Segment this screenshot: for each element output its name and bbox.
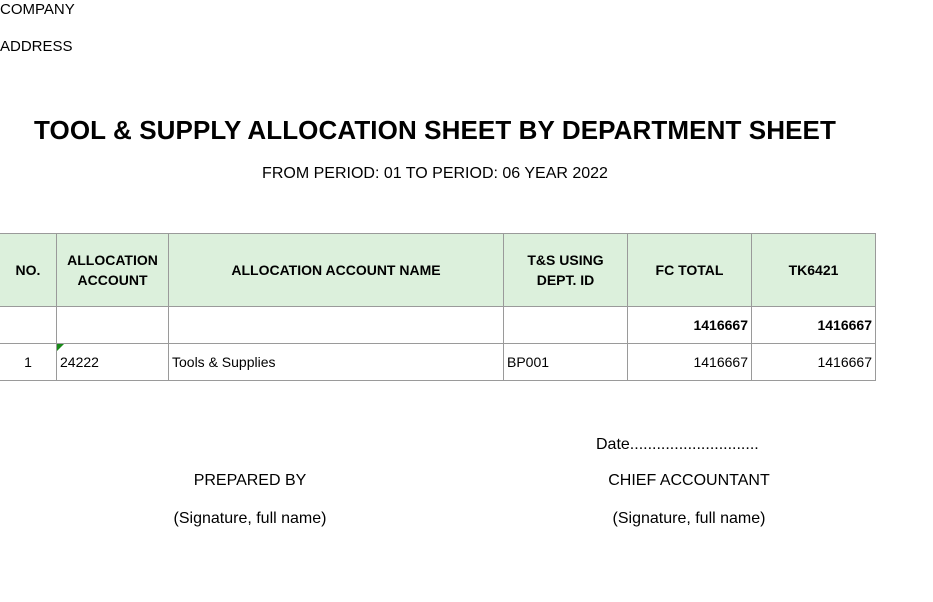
row-dept-cell[interactable]: BP001: [504, 344, 628, 381]
totals-dept-cell[interactable]: [504, 307, 628, 344]
col-header-allocation-account-name[interactable]: ALLOCATION ACCOUNT NAME: [169, 234, 504, 307]
prepared-by-signature-hint: (Signature, full name): [173, 510, 327, 527]
totals-account-cell[interactable]: [57, 307, 169, 344]
table-header-row: [0, 234, 876, 307]
row-account-cell[interactable]: 24222: [57, 344, 169, 381]
col-header-allocation-account[interactable]: ALLOCATION ACCOUNT: [57, 234, 169, 307]
allocation-table: [0, 233, 876, 381]
row-name-cell[interactable]: Tools & Supplies: [169, 344, 504, 381]
totals-fc-total-cell[interactable]: 1416667: [628, 307, 752, 344]
totals-row: [0, 307, 876, 344]
report-title: TOOL & SUPPLY ALLOCATION SHEET BY DEPARTMENT SHEET: [34, 115, 836, 145]
totals-tk6421-cell[interactable]: 1416667: [752, 307, 876, 344]
col-header-no[interactable]: NO.: [0, 234, 57, 307]
row-fc-total-cell[interactable]: 1416667: [628, 344, 752, 381]
totals-no-cell[interactable]: [0, 307, 57, 344]
address-label: ADDRESS: [0, 38, 73, 55]
col-header-dept-id[interactable]: T&S USING DEPT. ID: [504, 234, 628, 307]
date-line: Date.............................: [596, 436, 759, 453]
row-tk6421-cell[interactable]: 1416667: [752, 344, 876, 381]
table-row: [0, 344, 876, 381]
col-header-tk6421[interactable]: TK6421: [752, 234, 876, 307]
report-period: FROM PERIOD: 01 TO PERIOD: 06 YEAR 2022: [262, 165, 608, 182]
prepared-by-label: PREPARED BY: [193, 472, 307, 489]
chief-accountant-signature-hint: (Signature, full name): [612, 510, 766, 527]
col-header-fc-total[interactable]: FC TOTAL: [628, 234, 752, 307]
totals-name-cell[interactable]: [169, 307, 504, 344]
company-label: COMPANY: [0, 1, 75, 18]
chief-accountant-label: CHIEF ACCOUNTANT: [608, 472, 770, 489]
row-no-cell[interactable]: 1: [0, 344, 57, 381]
